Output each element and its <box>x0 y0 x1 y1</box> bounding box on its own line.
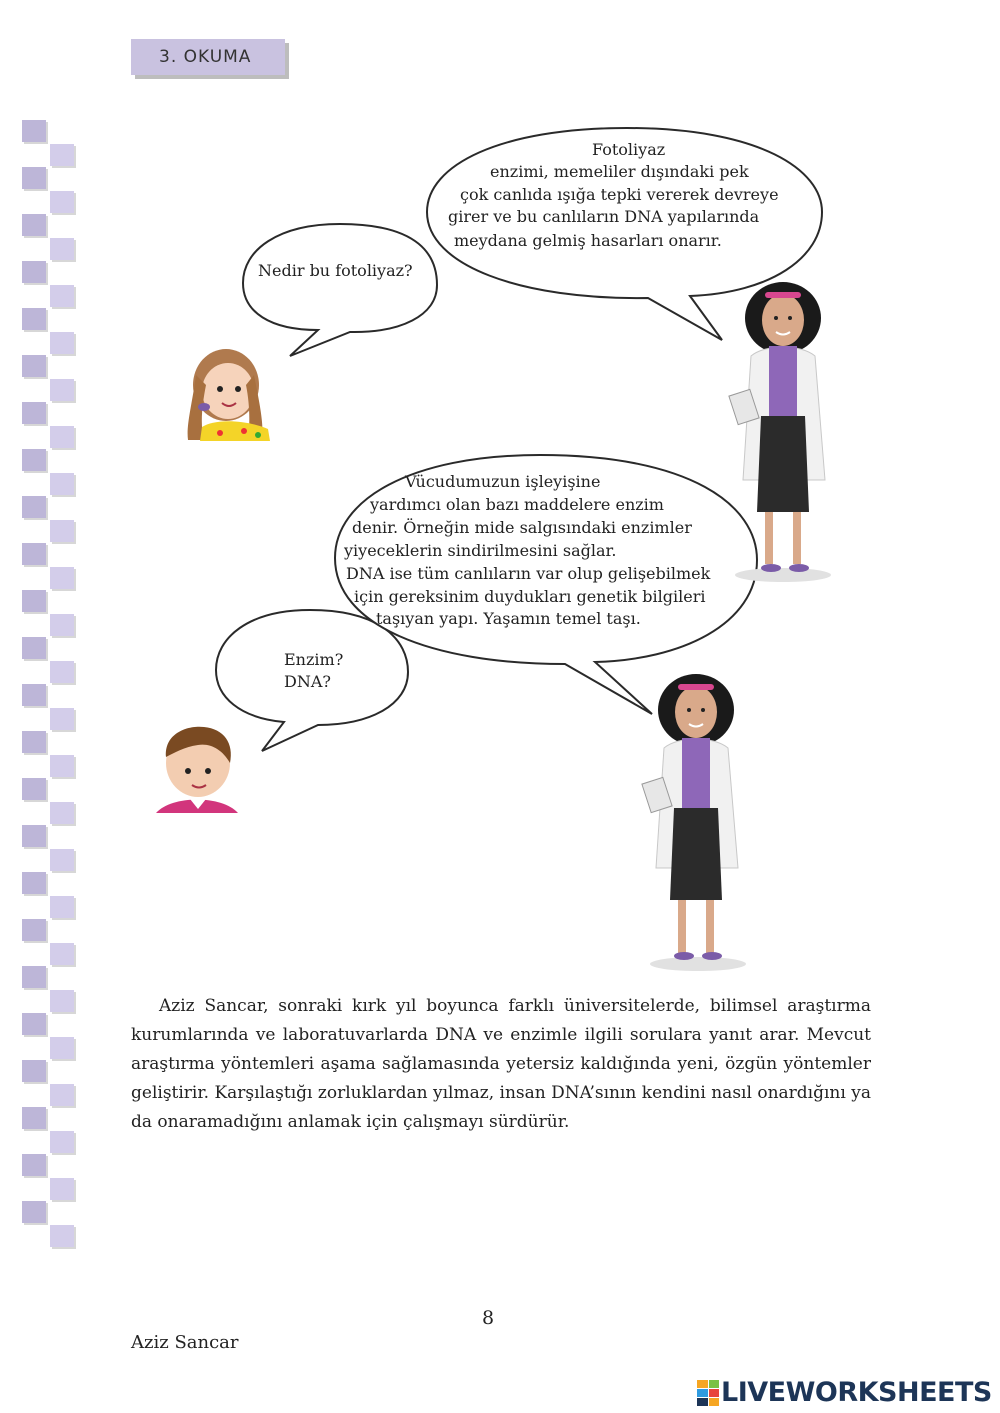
scientist-answer-1-line: Fotoliyaz <box>592 140 666 159</box>
boy-question-line: Enzim? <box>284 650 344 669</box>
scientist-answer-2-line: denir. Örneğin mide salgısındaki enzimler <box>352 518 692 537</box>
body-paragraph: Aziz Sancar, sonraki kırk yıl boyunca farklı üniversitelerde, bilimsel araştırma kurumlarında ve laboratuvarlarda DNA ve enzimle ilgili sorulara yanıt arar. Mevcut araştırma yöntemleri aşama sağlamasında yetersiz kaldığında yeni, özgün yöntemler geliştirir. Karşılaştığı zorluklardan yılmaz, insan DNA’sının kendini nasıl onardığını ya da onaramadığını anlamak için çalışmayı sürdürür. <box>131 996 871 1132</box>
scientist-answer-2-line: için gereksinim duydukları genetik bilgileri <box>354 587 706 606</box>
liveworksheets-logo-icon <box>697 1380 719 1406</box>
scientist-answer-2-line: yiyeceklerin sindirilmesini sağlar. <box>344 541 617 560</box>
scientist-answer-2-line: yardımcı olan bazı maddelere enzim <box>370 495 664 514</box>
scientist-answer-1-line: meydana gelmiş hasarları onarır. <box>454 231 722 250</box>
scientist-answer-2-line: DNA ise tüm canlıların var olup gelişebilmek <box>346 564 711 583</box>
scientist-illustration <box>642 674 746 971</box>
footer-title: Aziz Sancar <box>131 1332 239 1353</box>
scientist-answer-1-line: girer ve bu canlıların DNA yapılarında <box>448 207 760 226</box>
watermark-text: LIVEWORKSHEETS <box>721 1377 992 1408</box>
scientist-answer-1-line: çok canlıda ışığa tepki vererek devreye <box>460 185 779 204</box>
girl-question-text: Nedir bu fotoliyaz? <box>258 261 413 280</box>
scientist-answer-2-line: Vücudumuzun işleyişine <box>405 472 601 491</box>
speech-bubble-girl <box>243 224 437 356</box>
girl-illustration <box>188 349 270 441</box>
liveworksheets-watermark <box>697 1377 992 1408</box>
boy-illustration <box>156 727 238 813</box>
scientist-answer-1-line: enzimi, memeliler dışındaki pek <box>490 162 749 181</box>
page-number: 8 <box>482 1307 495 1329</box>
scientist-answer-2-line: taşıyan yapı. Yaşamın temel taşı. <box>376 609 641 628</box>
boy-question-line: DNA? <box>284 672 331 691</box>
section-label: 3. OKUMA <box>159 47 252 67</box>
